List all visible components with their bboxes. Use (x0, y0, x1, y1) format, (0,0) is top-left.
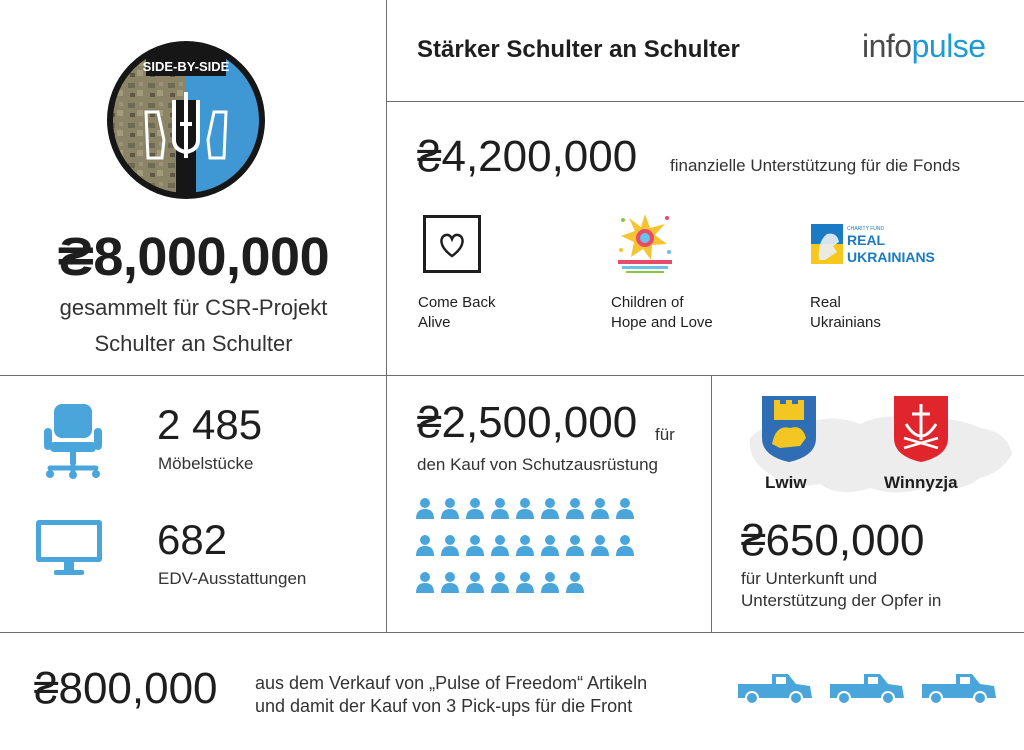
pickups-description: aus dem Verkauf von „Pulse of Freedom“ Artikeln und damit der Kauf von 3 Pick-ups für die Front (255, 673, 648, 716)
infopulse-logo (862, 28, 986, 65)
fund-come-back-alive: Come Back Alive (418, 294, 496, 331)
protective-amount: ₴2,500,000 (417, 398, 638, 447)
pickup-truck-icon (736, 670, 814, 706)
person-icon (615, 534, 635, 556)
real-ukrainians-logo (809, 222, 949, 268)
person-icon (465, 571, 485, 593)
pickup-truck-icon (920, 670, 998, 706)
city-lviv: Lwiw (765, 473, 807, 492)
divider-vertical-mid-2 (711, 375, 712, 633)
fund-children-hope-love: Children of Hope and Love (611, 294, 713, 331)
person-icon (540, 497, 560, 519)
person-icon (615, 497, 635, 519)
divider-middle (0, 375, 1024, 376)
person-icon (515, 497, 535, 519)
person-icon (540, 571, 560, 593)
person-icon (440, 534, 460, 556)
shelter-description: für Unterkunft und Unterstützung der Opfer in (741, 569, 942, 610)
person-icon (440, 497, 460, 519)
brand-info: info (862, 28, 912, 64)
fund-real-ukrainians: Real Ukrainians (810, 294, 881, 331)
person-icon (515, 534, 535, 556)
person-icon (565, 534, 585, 556)
funds-description: finanzielle Unterstützung für die Fonds (670, 156, 961, 175)
funds-amount: ₴4,200,000 (417, 132, 638, 181)
person-icon (590, 497, 610, 519)
real-ukr-line2: UKRAINIANS (847, 249, 935, 265)
side-by-side-badge (106, 40, 266, 200)
protective-description: den Kauf von Schutzausrüstung (417, 455, 658, 474)
divider-vertical-mid-1 (386, 375, 387, 633)
real-ukr-line1: REAL (847, 232, 886, 248)
vinnytsia-coat-of-arms (892, 394, 950, 469)
person-icon (490, 571, 510, 593)
total-amount: ₴8,000,000 (57, 227, 330, 287)
furniture-label: Möbelstücke (158, 454, 254, 473)
lviv-coat-of-arms (760, 394, 818, 469)
page-title: Stärker Schulter an Schulter (417, 36, 740, 63)
divider-header (386, 101, 1024, 102)
city-vinnytsia: Winnyzja (884, 473, 958, 492)
person-icon (565, 571, 585, 593)
person-icon (490, 534, 510, 556)
office-chair-icon (40, 402, 106, 485)
person-icon (415, 497, 435, 519)
it-label: EDV-Ausstattungen (158, 569, 307, 588)
person-icon (490, 497, 510, 519)
badge-text: SIDE-BY-SIDE (142, 59, 230, 74)
person-icon (465, 534, 485, 556)
total-line-2: Schulter an Schulter (94, 331, 293, 356)
heart-icon (426, 218, 478, 270)
total-line-1: gesammelt für CSR-Projekt (59, 295, 328, 320)
person-icon (440, 571, 460, 593)
divider-bottom (0, 632, 1024, 633)
furniture-count: 2 485 (157, 401, 263, 448)
shelter-amount: ₴650,000 (741, 516, 925, 565)
pickup-trucks (736, 670, 1006, 710)
person-icon (465, 497, 485, 519)
pickup-truck-icon (828, 670, 906, 706)
person-icon (590, 534, 610, 556)
person-icon (415, 571, 435, 593)
it-count: 682 (157, 516, 228, 563)
total-description (0, 290, 387, 362)
person-icon (540, 534, 560, 556)
person-icon (415, 534, 435, 556)
children-hope-love-logo (610, 208, 680, 280)
pickups-amount: ₴800,000 (34, 664, 218, 713)
people-grid (415, 497, 690, 608)
person-icon (515, 571, 535, 593)
monitor-icon (34, 518, 104, 583)
brand-pulse: pulse (911, 28, 986, 64)
come-back-alive-logo (423, 215, 481, 273)
protective-suffix: für (655, 425, 675, 444)
real-ukr-small: CHARITY FUND (847, 226, 885, 232)
person-icon (565, 497, 585, 519)
